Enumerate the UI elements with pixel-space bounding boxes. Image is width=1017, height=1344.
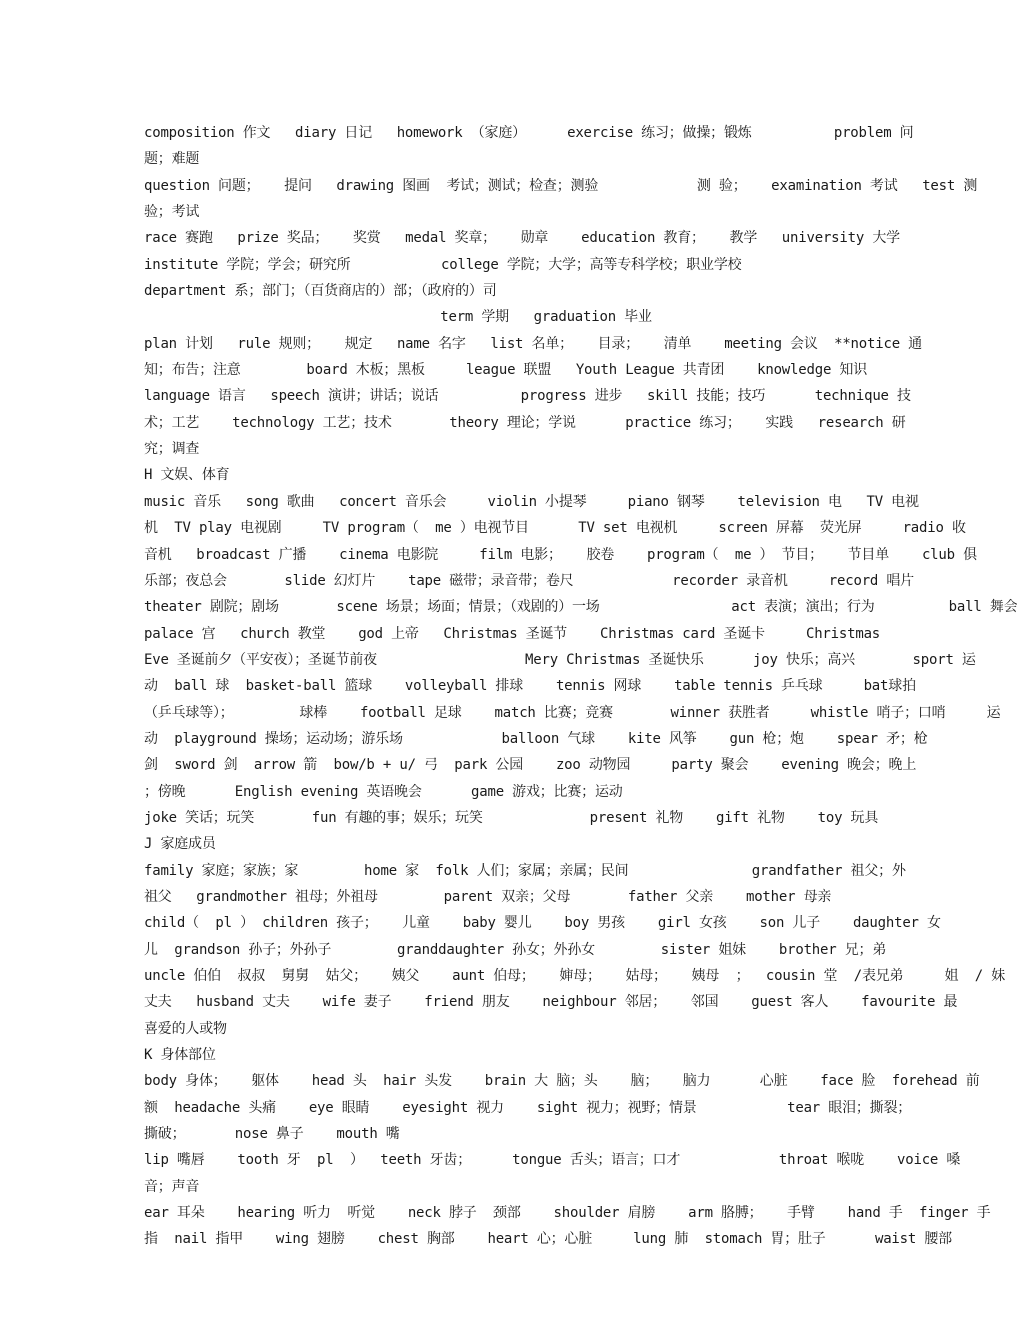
text-line: J 家庭成员 [144, 836, 216, 853]
text-line: child（ pl ） children 孩子； 儿童 baby 婴儿 boy 男孩 girl 女孩 son 儿子 daughter 女 [144, 915, 941, 932]
text-line: uncle 伯伯 叔叔 舅舅 姑父； 姨父 aunt 伯母； 婶母； 姑母； 姨母 ； cousin 堂 /表兄弟 姐 / 妹 [144, 968, 1006, 984]
text-line: ；傍晚 English evening 英语晚会 game 游戏；比赛；运动 [144, 783, 623, 800]
text-line: Eve 圣诞前夕（平安夜）；圣诞节前夜 Mery Christmas 圣诞快乐 joy 快乐；高兴 sport 运 [144, 651, 976, 668]
text-line: 指 nail 指甲 wing 翅膀 chest 胸部 heart 心；心脏 lung 肺 stomach 胃；肚子 waist 腰部 [144, 1231, 952, 1248]
text-line: body 身体； 躯体 head 头 hair 头发 brain 大 脑；头 脑； 脑力 心脏 face 脸 forehead 前 [144, 1073, 980, 1090]
text-line: 乐部；夜总会 slide 幻灯片 tape 磁带；录音带；卷尺 recorder 录音机 record 唱片 [144, 572, 914, 589]
text-line: 动 ball 球 basket-ball 篮球 volleyball 排球 tennis 网球 table tennis 乒乓球 bat球拍 [144, 678, 916, 695]
text-line: term 学期 graduation 毕业 [144, 309, 652, 326]
text-line: 术；工艺 technology 工艺；技术 theory 理论；学说 practice 练习； 实践 research 研 [144, 414, 906, 431]
text-line: 题；难题 [144, 151, 200, 168]
text-line: language 语言 speech 演讲；讲话；说话 progress 进步 skill 技能；技巧 technique 技 [144, 388, 911, 405]
text-line: 究；调查 [144, 441, 200, 458]
text-line: 音；声音 [144, 1178, 200, 1195]
text-line: 丈夫 husband 丈夫 wife 妻子 friend 朋友 neighbour 邻居； 邻国 guest 客人 favourite 最 [144, 994, 958, 1011]
text-line: ear 耳朵 hearing 听力 听觉 neck 脖子 颈部 shoulder 肩膀 arm 胳膊； 手臂 hand 手 finger 手 [144, 1205, 991, 1222]
text-line: theater 剧院；剧场 scene 场景；场面；情景；（戏剧的）一场 act 表演；演出；行为 ball 舞会 [144, 599, 1017, 616]
text-line: K 身体部位 [144, 1047, 216, 1064]
text-line: 动 playground 操场；运动场；游乐场 balloon 气球 kite 风筝 gun 枪；炮 spear 矛；枪 [144, 730, 928, 747]
text-line: 机 TV play 电视剧 TV program（ me ）电视节目 TV set 电视机 screen 屏幕 荧光屏 radio 收 [144, 520, 966, 537]
text-line: 喜爱的人或物 [144, 1020, 227, 1037]
text-line: composition 作文 diary 日记 homework （家庭） exercise 练习；做操；锻炼 problem 问 [144, 125, 914, 141]
text-line: family 家庭；家族；家 home 家 folk 人们；家属；亲属；民间 grandfather 祖父；外 [144, 862, 906, 879]
text-line: race 赛跑 prize 奖品； 奖赏 medal 奖章； 勋章 education 教育； 教学 university 大学 [144, 230, 900, 247]
text-line: H 文娱、体育 [144, 467, 230, 484]
text-line: 音机 broadcast 广播 cinema 电影院 film 电影； 胶卷 program（ me ） 节目； 节目单 club 俱 [144, 546, 977, 563]
text-line: department 系；部门；（百货商店的）部；（政府的）司 [144, 283, 497, 300]
text-line: lip 嘴唇 tooth 牙 pl ） teeth 牙齿； tongue 舌头；语言；口才 throat 喉咙 voice 嗓 [144, 1152, 961, 1169]
text-line: question 问题； 提问 drawing 图画 考试；测试；检查；测验 测 验； examination 考试 test 测 [144, 177, 978, 194]
text-line: music 音乐 song 歌曲 concert 音乐会 violin 小提琴 piano 钢琴 television 电 TV 电视 [144, 493, 919, 510]
text-line: 验；考试 [144, 204, 200, 221]
text-line: institute 学院；学会；研究所 college 学院；大学；高等专科学校；职业学校 [144, 256, 742, 273]
text-line: 知；布告；注意 board 木板；黑板 league 联盟 Youth League 共青团 knowledge 知识 [144, 362, 868, 379]
document-body [144, 120, 1017, 1253]
text-line: 祖父 grandmother 祖母；外祖母 parent 双亲；父母 father 父亲 mother 母亲 [144, 888, 832, 905]
text-line: 剑 sword 剑 arrow 箭 bow/b + u/ 弓 park 公园 zoo 动物园 party 聚会 evening 晚会；晚上 [144, 757, 917, 774]
text-line: （乒乓球等）； 球棒 football 足球 match 比赛；竞赛 winner 获胜者 whistle 哨子；口哨 运 [144, 704, 1001, 721]
text-line: palace 宫 church 教堂 god 上帝 Christmas 圣诞节 Christmas card 圣诞卡 Christmas [144, 625, 881, 642]
text-line: 儿 grandson 孙子；外孙子 granddaughter 孙女；外孙女 sister 姐妹 brother 兄；弟 [144, 941, 887, 958]
text-line: 额 headache 头痛 eye 眼睛 eyesight 视力 sight 视力；视野；情景 tear 眼泪；撕裂； [144, 1099, 912, 1116]
text-line: plan 计划 rule 规则； 规定 name 名字 list 名单； 目录； 清单 meeting 会议 **notice 通 [144, 335, 922, 352]
text-line: 撕破； nose 鼻子 mouth 嘴 [144, 1126, 400, 1143]
text-line: joke 笑话；玩笑 fun 有趣的事；娱乐；玩笑 present 礼物 gift 礼物 toy 玩具 [144, 809, 879, 826]
